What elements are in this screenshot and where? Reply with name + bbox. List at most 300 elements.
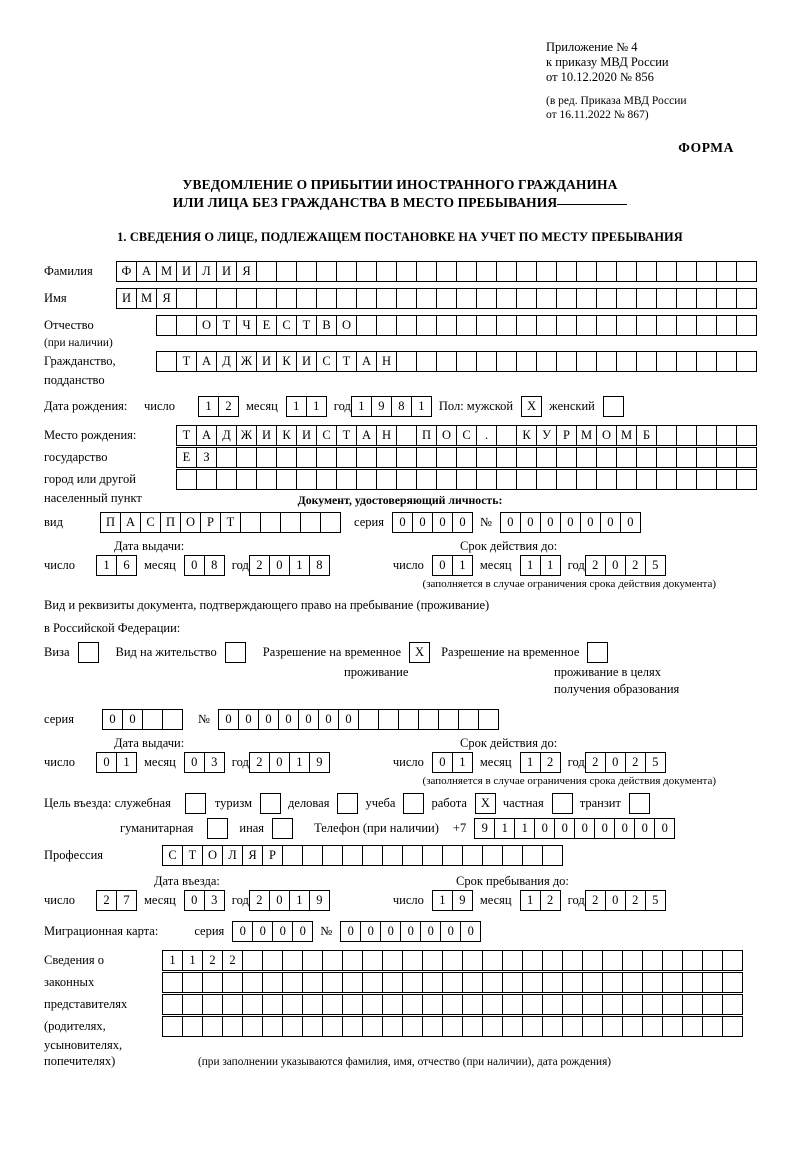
cell[interactable] — [300, 512, 321, 533]
cell[interactable]: 0 — [122, 709, 143, 730]
cell[interactable]: Б — [636, 425, 657, 446]
cell[interactable] — [262, 1016, 283, 1037]
cell[interactable]: Т — [182, 845, 203, 866]
cell[interactable] — [662, 1016, 683, 1037]
cell[interactable]: У — [536, 425, 557, 446]
cell[interactable] — [702, 1016, 723, 1037]
cell[interactable]: О — [180, 512, 201, 533]
entry-day-input[interactable] — [96, 890, 136, 911]
cell[interactable]: А — [120, 512, 141, 533]
cell[interactable] — [176, 469, 197, 490]
cell[interactable]: 2 — [540, 752, 561, 773]
cell[interactable] — [302, 845, 323, 866]
cell[interactable]: 0 — [574, 818, 595, 839]
cell[interactable] — [656, 351, 677, 372]
cell[interactable] — [542, 950, 563, 971]
stay-month-input[interactable] — [520, 890, 560, 911]
cell[interactable] — [676, 288, 697, 309]
cell[interactable] — [342, 950, 363, 971]
cell[interactable]: 0 — [605, 752, 626, 773]
cell[interactable]: 1 — [452, 752, 473, 773]
cell[interactable] — [376, 261, 397, 282]
cell[interactable] — [320, 512, 341, 533]
cell[interactable]: 0 — [380, 921, 401, 942]
cell[interactable]: 7 — [116, 890, 137, 911]
cell[interactable] — [216, 447, 237, 468]
cell[interactable]: 0 — [500, 512, 521, 533]
permit-issue-month-input[interactable] — [184, 752, 224, 773]
cell[interactable] — [456, 447, 477, 468]
cell[interactable] — [602, 1016, 623, 1037]
purpose-private-checkbox[interactable] — [552, 793, 572, 814]
cell[interactable] — [556, 469, 577, 490]
cell[interactable] — [602, 950, 623, 971]
cell[interactable] — [556, 351, 577, 372]
cell[interactable] — [716, 261, 737, 282]
cell[interactable] — [542, 972, 563, 993]
birth-month-input[interactable] — [286, 396, 326, 417]
cell[interactable] — [436, 447, 457, 468]
cell[interactable] — [636, 315, 657, 336]
cell[interactable] — [496, 469, 517, 490]
cell[interactable] — [262, 950, 283, 971]
cell[interactable]: 0 — [580, 512, 601, 533]
cell[interactable] — [602, 994, 623, 1015]
cell[interactable] — [676, 315, 697, 336]
cell[interactable]: И — [256, 425, 277, 446]
cell[interactable]: 8 — [204, 555, 225, 576]
cell[interactable]: Я — [236, 261, 257, 282]
cell[interactable]: 3 — [204, 752, 225, 773]
cell[interactable] — [696, 351, 717, 372]
cell[interactable] — [736, 469, 757, 490]
cell[interactable] — [642, 1016, 663, 1037]
cell[interactable] — [502, 972, 523, 993]
cell[interactable] — [656, 447, 677, 468]
cell[interactable] — [616, 447, 637, 468]
purpose-transit-checkbox[interactable] — [629, 793, 649, 814]
phone-input[interactable] — [474, 818, 674, 839]
cell[interactable] — [702, 994, 723, 1015]
cell[interactable]: 1 — [116, 752, 137, 773]
cell[interactable]: 0 — [634, 818, 655, 839]
cell[interactable]: А — [356, 425, 377, 446]
cell[interactable] — [542, 1016, 563, 1037]
cell[interactable] — [582, 972, 603, 993]
cell[interactable] — [436, 469, 457, 490]
cell[interactable] — [176, 315, 197, 336]
cell[interactable] — [156, 315, 177, 336]
cell[interactable] — [476, 261, 497, 282]
cell[interactable] — [596, 447, 617, 468]
cell[interactable] — [636, 447, 657, 468]
permit-valid-day-input[interactable] — [432, 752, 472, 773]
cell[interactable] — [522, 845, 543, 866]
cell[interactable] — [402, 994, 423, 1015]
cell[interactable] — [240, 512, 261, 533]
cell[interactable] — [222, 994, 243, 1015]
cell[interactable] — [736, 447, 757, 468]
cell[interactable] — [322, 1016, 343, 1037]
cell[interactable] — [396, 351, 417, 372]
cell[interactable] — [682, 972, 703, 993]
cell[interactable] — [676, 261, 697, 282]
cell[interactable] — [516, 447, 537, 468]
cell[interactable] — [403, 793, 424, 814]
cell[interactable] — [476, 447, 497, 468]
cell[interactable]: 0 — [440, 921, 461, 942]
migration-series-input[interactable] — [232, 921, 312, 942]
cell[interactable]: 0 — [560, 512, 581, 533]
cell[interactable]: О — [596, 425, 617, 446]
cell[interactable] — [676, 447, 697, 468]
cell[interactable] — [356, 261, 377, 282]
cell[interactable] — [536, 261, 557, 282]
cell[interactable] — [302, 994, 323, 1015]
cell[interactable] — [396, 261, 417, 282]
cell[interactable]: 0 — [96, 752, 117, 773]
cell[interactable]: М — [136, 288, 157, 309]
cell[interactable]: Х — [409, 642, 430, 663]
cell[interactable] — [296, 447, 317, 468]
birth-year-input[interactable] — [351, 396, 431, 417]
cell[interactable]: В — [316, 315, 337, 336]
cell[interactable] — [342, 845, 363, 866]
cell[interactable] — [272, 818, 293, 839]
cell[interactable] — [478, 709, 499, 730]
cell[interactable] — [256, 447, 277, 468]
profession-input[interactable] — [162, 845, 562, 866]
cell[interactable]: Д — [216, 351, 237, 372]
id-issue-year-input[interactable] — [249, 555, 329, 576]
cell[interactable] — [356, 288, 377, 309]
cell[interactable] — [276, 288, 297, 309]
cell[interactable]: О — [436, 425, 457, 446]
cell[interactable]: И — [116, 288, 137, 309]
cell[interactable]: 0 — [102, 709, 123, 730]
cell[interactable] — [696, 425, 717, 446]
cell[interactable]: Р — [200, 512, 221, 533]
cell[interactable] — [636, 351, 657, 372]
cell[interactable] — [682, 950, 703, 971]
cell[interactable]: 0 — [400, 921, 421, 942]
cell[interactable]: 1 — [198, 396, 219, 417]
cell[interactable] — [242, 1016, 263, 1037]
cell[interactable] — [222, 972, 243, 993]
cell[interactable]: Ж — [236, 425, 257, 446]
cell[interactable]: 1 — [520, 890, 541, 911]
cell[interactable] — [482, 845, 503, 866]
permit-number-input[interactable] — [218, 709, 498, 730]
cell[interactable] — [402, 1016, 423, 1037]
cell[interactable]: 0 — [654, 818, 675, 839]
cell[interactable]: Л — [196, 261, 217, 282]
purpose-service-checkbox[interactable] — [185, 793, 205, 814]
birth-place-input-row3[interactable] — [176, 469, 756, 490]
cell[interactable]: 1 — [351, 396, 372, 417]
cell[interactable] — [422, 1016, 443, 1037]
cell[interactable]: П — [100, 512, 121, 533]
cell[interactable] — [636, 288, 657, 309]
cell[interactable] — [378, 709, 399, 730]
cell[interactable] — [336, 447, 357, 468]
cell[interactable] — [536, 315, 557, 336]
cell[interactable] — [436, 315, 457, 336]
cell[interactable] — [576, 288, 597, 309]
cell[interactable] — [322, 950, 343, 971]
cell[interactable]: 1 — [289, 752, 310, 773]
cell[interactable] — [282, 950, 303, 971]
cell[interactable] — [636, 261, 657, 282]
cell[interactable]: 0 — [614, 818, 635, 839]
cell[interactable] — [596, 469, 617, 490]
legal-rep-input-row3[interactable] — [162, 994, 742, 1015]
cell[interactable]: А — [356, 351, 377, 372]
cell[interactable]: 1 — [96, 555, 117, 576]
cell[interactable] — [462, 994, 483, 1015]
cell[interactable] — [382, 950, 403, 971]
cell[interactable] — [736, 288, 757, 309]
cell[interactable] — [262, 994, 283, 1015]
cell[interactable] — [456, 288, 477, 309]
cell[interactable]: 5 — [645, 752, 666, 773]
cell[interactable] — [562, 950, 583, 971]
cell[interactable]: И — [256, 351, 277, 372]
cell[interactable] — [442, 845, 463, 866]
cell[interactable] — [616, 469, 637, 490]
cell[interactable]: 0 — [534, 818, 555, 839]
cell[interactable]: Д — [216, 425, 237, 446]
cell[interactable] — [196, 288, 217, 309]
cell[interactable] — [642, 950, 663, 971]
cell[interactable] — [422, 845, 443, 866]
cell[interactable]: К — [276, 425, 297, 446]
cell[interactable] — [502, 994, 523, 1015]
cell[interactable]: 9 — [474, 818, 495, 839]
cell[interactable]: 0 — [269, 752, 290, 773]
cell[interactable] — [556, 447, 577, 468]
edu-residence-checkbox[interactable] — [587, 642, 607, 663]
surname-input[interactable] — [116, 261, 756, 282]
cell[interactable] — [456, 261, 477, 282]
cell[interactable]: 0 — [520, 512, 541, 533]
cell[interactable] — [676, 425, 697, 446]
cell[interactable] — [142, 709, 163, 730]
cell[interactable] — [256, 469, 277, 490]
cell[interactable]: 9 — [309, 890, 330, 911]
cell[interactable] — [282, 994, 303, 1015]
cell[interactable]: З — [196, 447, 217, 468]
cell[interactable]: 1 — [494, 818, 515, 839]
cell[interactable] — [78, 642, 99, 663]
cell[interactable] — [322, 994, 343, 1015]
cell[interactable] — [716, 469, 737, 490]
cell[interactable] — [216, 288, 237, 309]
stay-year-input[interactable] — [585, 890, 665, 911]
cell[interactable]: 2 — [585, 555, 606, 576]
cell[interactable] — [502, 950, 523, 971]
purpose-tourism-checkbox[interactable] — [260, 793, 280, 814]
cell[interactable] — [458, 709, 479, 730]
sex-female-checkbox[interactable] — [603, 396, 623, 417]
cell[interactable]: А — [196, 351, 217, 372]
cell[interactable] — [416, 261, 437, 282]
cell[interactable]: 2 — [625, 752, 646, 773]
cell[interactable] — [622, 950, 643, 971]
cell[interactable]: 1 — [432, 890, 453, 911]
cell[interactable] — [376, 447, 397, 468]
cell[interactable] — [302, 950, 323, 971]
cell[interactable] — [376, 288, 397, 309]
cell[interactable]: 0 — [412, 512, 433, 533]
cell[interactable] — [342, 994, 363, 1015]
cell[interactable] — [456, 315, 477, 336]
cell[interactable]: М — [576, 425, 597, 446]
cell[interactable]: 0 — [278, 709, 299, 730]
cell[interactable] — [496, 315, 517, 336]
cell[interactable]: 1 — [452, 555, 473, 576]
cell[interactable] — [336, 469, 357, 490]
cell[interactable] — [416, 447, 437, 468]
cell[interactable]: К — [516, 425, 537, 446]
cell[interactable] — [256, 261, 277, 282]
cell[interactable] — [396, 315, 417, 336]
cell[interactable]: Я — [156, 288, 177, 309]
cell[interactable] — [496, 351, 517, 372]
birth-place-input-row1[interactable] — [176, 425, 756, 446]
cell[interactable] — [542, 845, 563, 866]
cell[interactable] — [562, 972, 583, 993]
id-number-input[interactable] — [500, 512, 640, 533]
cell[interactable] — [196, 469, 217, 490]
cell[interactable]: 0 — [218, 709, 239, 730]
cell[interactable]: 9 — [309, 752, 330, 773]
cell[interactable] — [176, 288, 197, 309]
cell[interactable]: И — [176, 261, 197, 282]
cell[interactable] — [522, 972, 543, 993]
cell[interactable] — [516, 469, 537, 490]
cell[interactable]: 0 — [298, 709, 319, 730]
cell[interactable]: О — [202, 845, 223, 866]
cell[interactable] — [482, 972, 503, 993]
cell[interactable] — [402, 845, 423, 866]
cell[interactable] — [396, 288, 417, 309]
cell[interactable] — [202, 972, 223, 993]
cell[interactable] — [456, 469, 477, 490]
cell[interactable]: 1 — [306, 396, 327, 417]
cell[interactable]: 0 — [184, 555, 205, 576]
cell[interactable] — [162, 709, 183, 730]
cell[interactable] — [642, 972, 663, 993]
cell[interactable] — [636, 469, 657, 490]
cell[interactable]: Х — [521, 396, 542, 417]
cell[interactable]: 1 — [162, 950, 183, 971]
cell[interactable]: 5 — [645, 555, 666, 576]
cell[interactable] — [316, 261, 337, 282]
cell[interactable] — [522, 1016, 543, 1037]
purpose-business-checkbox[interactable] — [337, 793, 357, 814]
cell[interactable] — [562, 994, 583, 1015]
cell[interactable]: 0 — [432, 555, 453, 576]
stay-day-input[interactable] — [432, 890, 472, 911]
cell[interactable]: И — [296, 425, 317, 446]
cell[interactable]: 1 — [411, 396, 432, 417]
cell[interactable]: 0 — [600, 512, 621, 533]
cell[interactable]: 0 — [269, 890, 290, 911]
cell[interactable] — [416, 315, 437, 336]
cell[interactable]: М — [616, 425, 637, 446]
cell[interactable]: 0 — [432, 512, 453, 533]
cell[interactable] — [396, 469, 417, 490]
cell[interactable] — [502, 1016, 523, 1037]
cell[interactable] — [337, 793, 358, 814]
cell[interactable]: 2 — [222, 950, 243, 971]
cell[interactable] — [225, 642, 246, 663]
cell[interactable]: 2 — [202, 950, 223, 971]
cell[interactable] — [462, 950, 483, 971]
cell[interactable] — [616, 351, 637, 372]
cell[interactable] — [222, 1016, 243, 1037]
cell[interactable]: 0 — [258, 709, 279, 730]
cell[interactable] — [182, 994, 203, 1015]
cell[interactable] — [682, 994, 703, 1015]
cell[interactable] — [516, 261, 537, 282]
cell[interactable] — [322, 845, 343, 866]
cell[interactable] — [356, 315, 377, 336]
cell[interactable] — [296, 261, 317, 282]
cell[interactable] — [696, 288, 717, 309]
birth-day-input[interactable] — [198, 396, 238, 417]
permit-issue-day-input[interactable] — [96, 752, 136, 773]
cell[interactable] — [522, 994, 543, 1015]
cell[interactable]: Р — [262, 845, 283, 866]
cell[interactable]: Н — [376, 425, 397, 446]
cell[interactable] — [522, 950, 543, 971]
cell[interactable] — [496, 261, 517, 282]
cell[interactable]: Т — [216, 315, 237, 336]
cell[interactable] — [182, 1016, 203, 1037]
cell[interactable] — [736, 351, 757, 372]
cell[interactable] — [362, 950, 383, 971]
id-issue-day-input[interactable] — [96, 555, 136, 576]
cell[interactable]: Е — [176, 447, 197, 468]
cell[interactable] — [596, 261, 617, 282]
migration-number-input[interactable] — [340, 921, 480, 942]
cell[interactable] — [398, 709, 419, 730]
cell[interactable]: 0 — [292, 921, 313, 942]
purpose-other-checkbox[interactable] — [272, 818, 292, 839]
cell[interactable] — [442, 972, 463, 993]
cell[interactable] — [722, 972, 743, 993]
cell[interactable] — [242, 994, 263, 1015]
cell[interactable] — [418, 709, 439, 730]
cell[interactable] — [462, 845, 483, 866]
cell[interactable]: Н — [376, 351, 397, 372]
cell[interactable] — [662, 950, 683, 971]
cell[interactable]: 0 — [452, 512, 473, 533]
cell[interactable] — [716, 351, 737, 372]
cell[interactable]: 0 — [338, 709, 359, 730]
cell[interactable] — [662, 972, 683, 993]
cell[interactable] — [622, 972, 643, 993]
cell[interactable] — [656, 288, 677, 309]
cell[interactable]: Л — [222, 845, 243, 866]
cell[interactable] — [603, 396, 624, 417]
cell[interactable]: А — [136, 261, 157, 282]
cell[interactable] — [356, 447, 377, 468]
cell[interactable]: П — [160, 512, 181, 533]
cell[interactable] — [362, 1016, 383, 1037]
